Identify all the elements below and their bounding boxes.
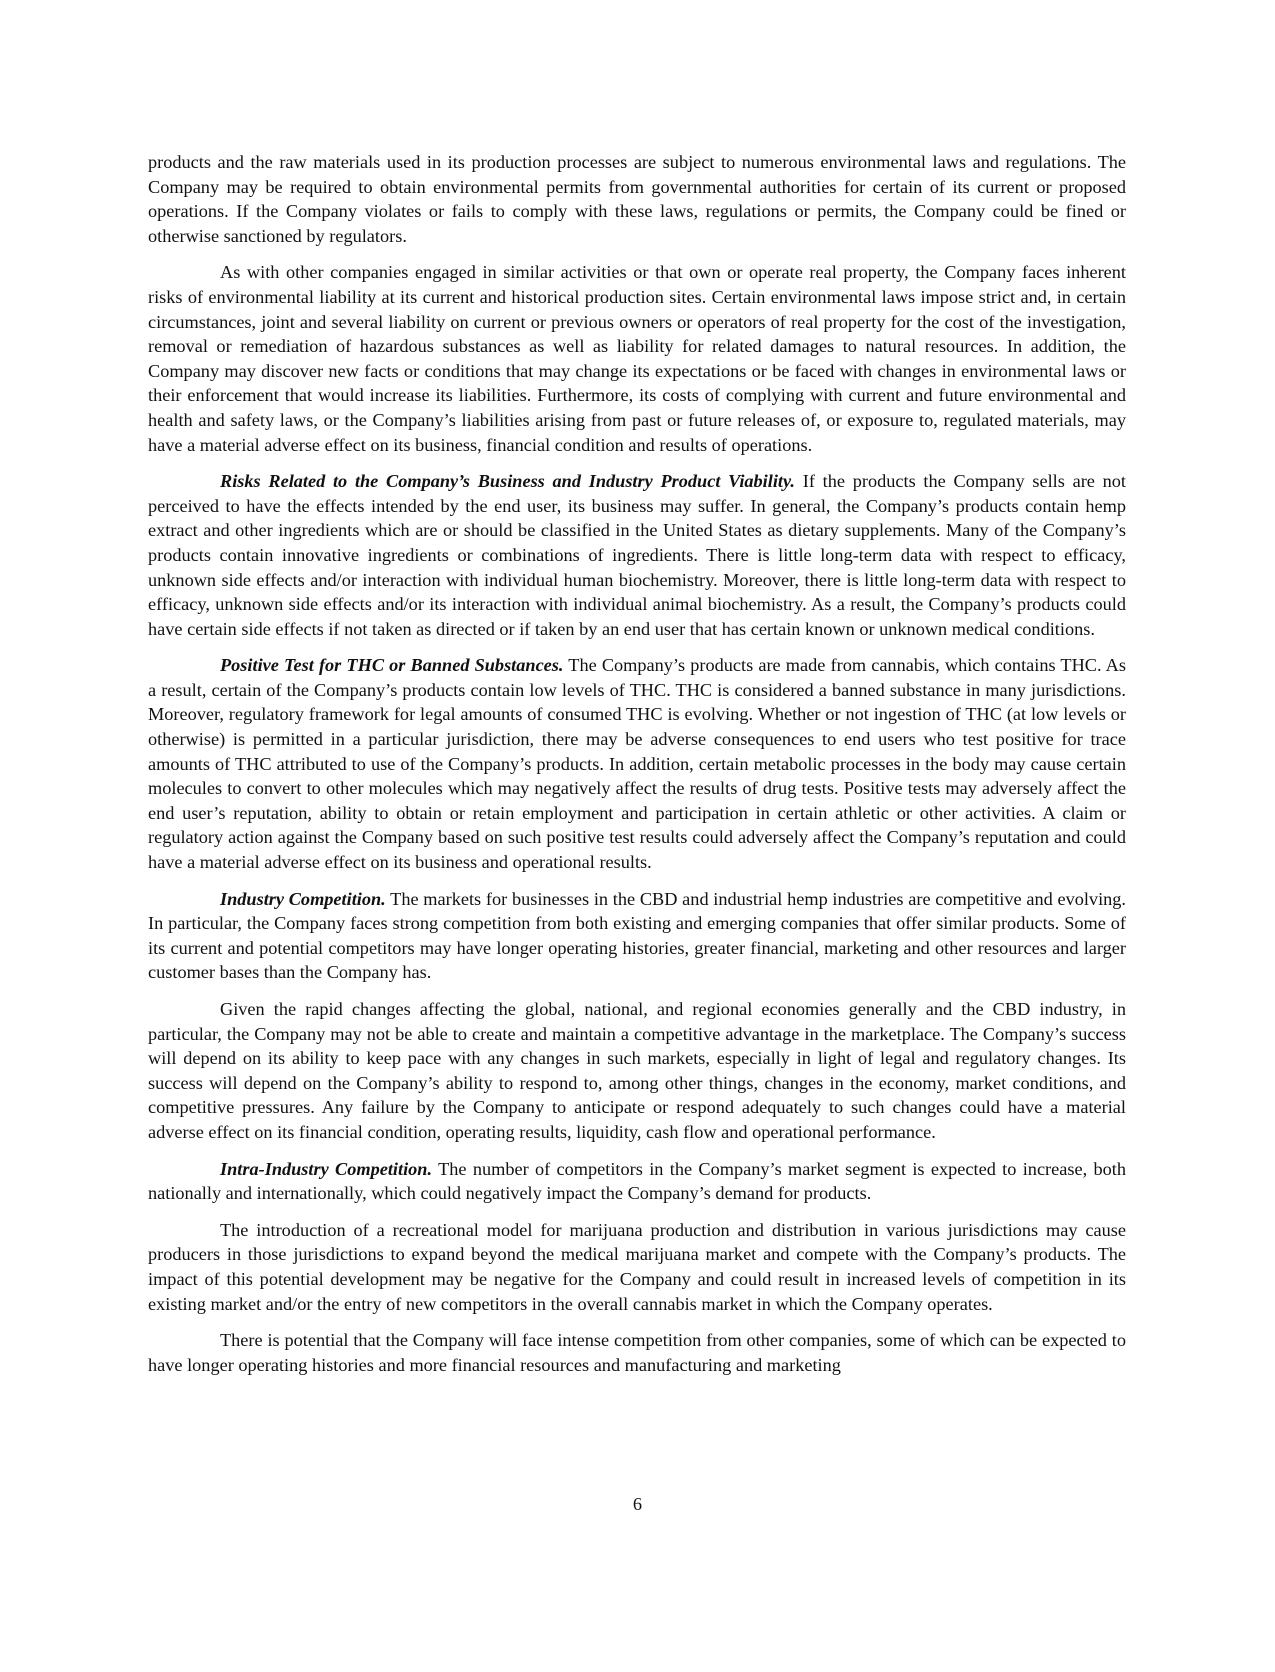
paragraph-text: The Company’s products are made from cannabis, which contains THC. As a result, certain of the Company’s products contain low levels of THC. THC is considered a banned substance in many jurisdictions. Moreover, regulatory framework for legal amounts of consumed THC is evolving. Whether or not ingestion of THC (at low levels or otherwise) is permitted in a particular jurisdiction, there may be adverse consequences to end users who test positive for trace amounts of THC attributed to use of the Company’s products. In addition, certain metabolic processes in the body may cause certain molecules to convert to other molecules which may negatively affect the results of drug tests. Positive tests may adversely affect the end user’s reputation, ability to obtain or retain employment and participation in certain athletic or other activities. A claim or regulatory action against the Company based on such positive test results could adversely affect the Company’s reputation and could have a material adverse effect on its business and operational results. (148, 655, 1126, 873)
paragraph-text: If the products the Company sells are not perceived to have the effects intended by the end user, its business may suffer. In general, the Company’s products contain hemp extract and other ingredients which are or should be classified in the United States as dietary supplements. Many of the Company’s products contain innovative ingredients or combinations of ingredients. There is little long-term data with respect to efficacy, unknown side effects and/or interaction with individual human biochemistry. Moreover, there is little long-term data with respect to efficacy, unknown side effects and/or its interaction with individual animal biochemistry. As a result, the Company’s products could have certain side effects if not taken as directed or if taken by an end user that has certain known or unknown medical conditions. (148, 471, 1126, 639)
paragraph-text: As with other companies engaged in similar activities or that own or operate real property, the Company faces inherent risks of environmental liability at its current and historical production sites. Certain environmental laws impose strict and, in certain circumstances, joint and several liability on current or previous owners or operators of real property for the cost of the investigation, removal or remediation of hazardous substances as well as liability for related damages to natural resources. In addition, the Company may discover new facts or conditions that may change its expectations or be faced with changes in environmental laws or their enforcement that would increase its liabilities. Furthermore, its costs of complying with current and future environmental and health and safety laws, or the Company’s liabilities arising from past or future releases of, or exposure to, regulated materials, may have a material adverse effect on its business, financial condition and results of operations. (148, 262, 1126, 455)
paragraph-industry-competition (148, 887, 1126, 985)
section-heading: Intra-Industry Competition. (220, 1158, 433, 1179)
paragraph-rapid-changes (148, 997, 1126, 1145)
paragraph-text: The introduction of a recreational model for marijuana production and distribution in various jurisdictions may cause producers in those jurisdictions to expand beyond the medical marijuana market and compete with the Company’s products. The impact of this potential development may be negative for the Company and could result in increased levels of competition in its existing market and/or the entry of new competitors in the overall cannabis market in which the Company operates. (148, 1219, 1126, 1314)
paragraph-positive-test (148, 653, 1126, 874)
section-heading: Positive Test for THC or Banned Substances. (220, 655, 564, 676)
paragraph-intense-competition (148, 1328, 1126, 1377)
paragraph-intra-industry-competition (148, 1157, 1126, 1206)
paragraph-text: products and the raw materials used in its production processes are subject to numerous environmental laws and regulations. The Company may be required to obtain environmental permits from governmental authorities for certain of its current or proposed operations. If the Company violates or fails to comply with these laws, regulations or permits, the Company could be fined or otherwise sanctioned by regulators. (148, 152, 1126, 246)
paragraph-recreational-model (148, 1218, 1126, 1316)
paragraph-environmental-liability (148, 260, 1126, 457)
paragraph-environmental-laws (148, 150, 1126, 248)
section-heading: Risks Related to the Company’s Business and Industry Product Viability. (220, 471, 796, 492)
paragraph-text: The markets for businesses in the CBD and industrial hemp industries are competitive and evolving. In particular, the Company faces strong competition from both existing and emerging companies that offer similar products. Some of its current and potential competitors may have longer operating histories, greater financial, marketing and other resources and larger customer bases than the Company has. (148, 888, 1126, 983)
paragraph-text: There is potential that the Company will face intense competition from other companies, some of which can be expected to have longer operating histories and more financial resources and manufacturing and marketing (148, 1330, 1126, 1375)
paragraph-product-viability (148, 469, 1126, 641)
section-heading: Industry Competition. (220, 888, 386, 909)
page-number: 6 (632, 1494, 643, 1514)
document-page (148, 150, 1126, 1377)
paragraph-text: Given the rapid changes affecting the global, national, and regional economies generally and the CBD industry, in particular, the Company may not be able to create and maintain a competitive advantage in the marketplace. The Company’s success will depend on its ability to keep pace with any changes in such markets, especially in light of legal and regulatory changes. Its success will depend on the Company’s ability to respond to, among other things, changes in the economy, market conditions, and competitive pressures. Any failure by the Company to anticipate or respond adequately to such changes could have a material adverse effect on its financial condition, operating results, liquidity, cash flow and operational performance. (148, 999, 1126, 1142)
paragraph-text: The number of competitors in the Company’s market segment is expected to increase, both nationally and internationally, which could negatively impact the Company’s demand for products. (148, 1158, 1126, 1204)
